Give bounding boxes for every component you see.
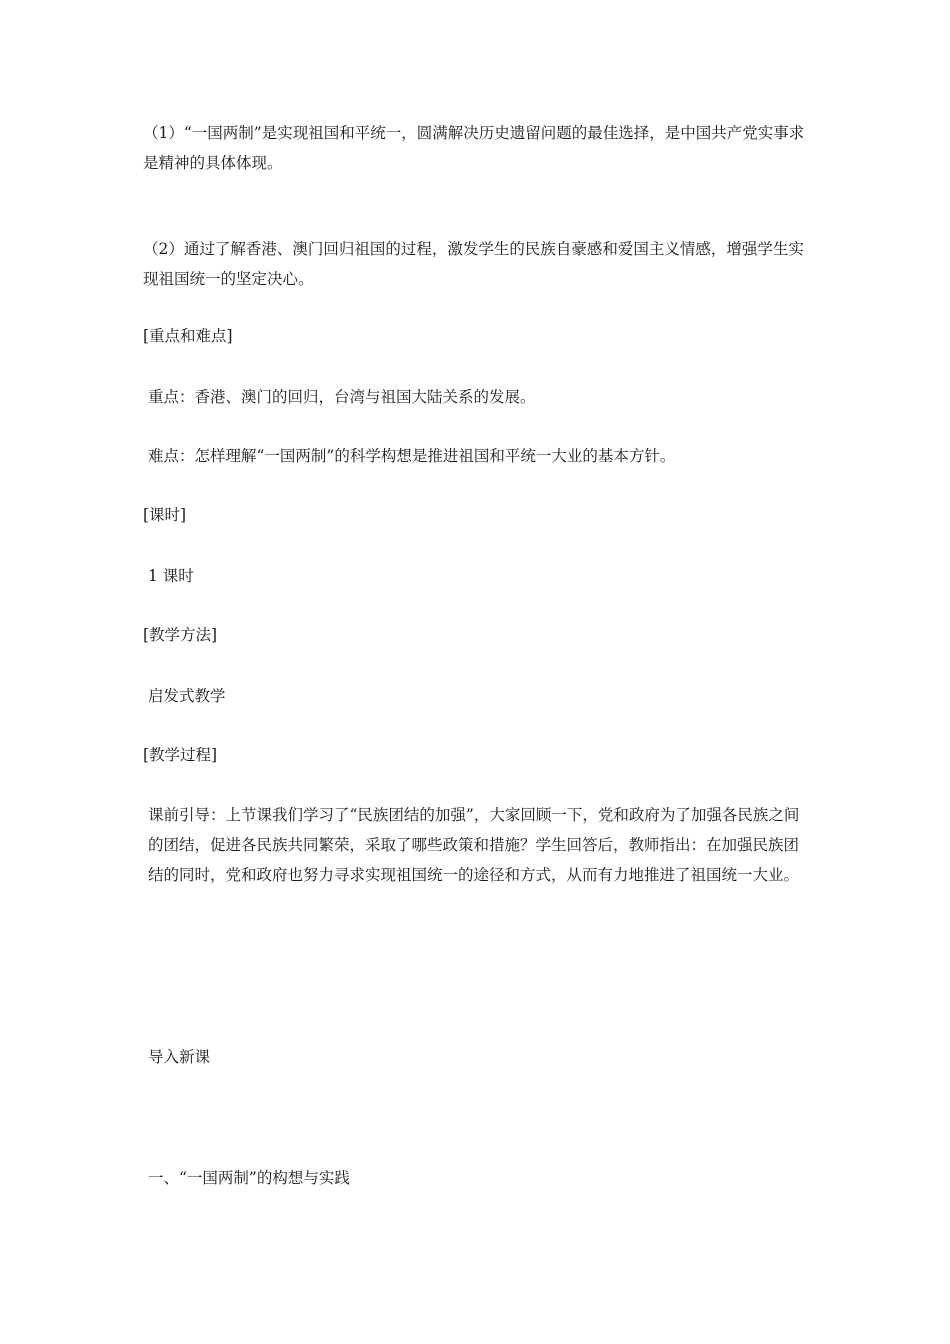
key-point-text: 重点：香港、澳门的回归，台湾与祖国大陆关系的发展。 [148,388,536,406]
lesson-intro-paragraph: 课前引导：上节课我们学习了“民族团结的加强”，大家回顾一下，党和政府为了加强各民族之间的团结，促进各民族共同繁荣，采取了哪些政策和措施？学生回答后，教师指出：在加强民族团结的同时，党和政府也努力寻求实现祖国统一的途径和方式，从而有力地推进了祖国统一大业。 [148,806,800,884]
heading-class-hours: [课时] [143,506,187,524]
difficulty-text: 难点：怎样理解“一国两制”的科学构想是推进祖国和平统一大业的基本方针。 [148,447,676,465]
objective-paragraph-1: （1）“一国两制”是实现祖国和平统一，圆满解决历史遗留问题的最佳选择，是中国共产党实事求是精神的具体体现。 [143,124,805,172]
new-lesson-heading: 导入新课 [148,1048,211,1066]
objective-paragraph-2: （2）通过了解香港、澳门回归祖国的过程，激发学生的民族自豪感和爱国主义情感，增强学生实现祖国统一的坚定决心。 [143,240,804,288]
heading-key-points: [重点和难点] [143,327,233,345]
section-one-heading: 一、“一国两制”的构想与实践 [148,1169,350,1187]
heading-teaching-method: [教学方法] [143,626,218,644]
class-hours-text: 1 课时 [148,567,194,585]
heading-teaching-process: [教学过程] [143,746,218,764]
teaching-method-text: 启发式教学 [148,687,226,705]
